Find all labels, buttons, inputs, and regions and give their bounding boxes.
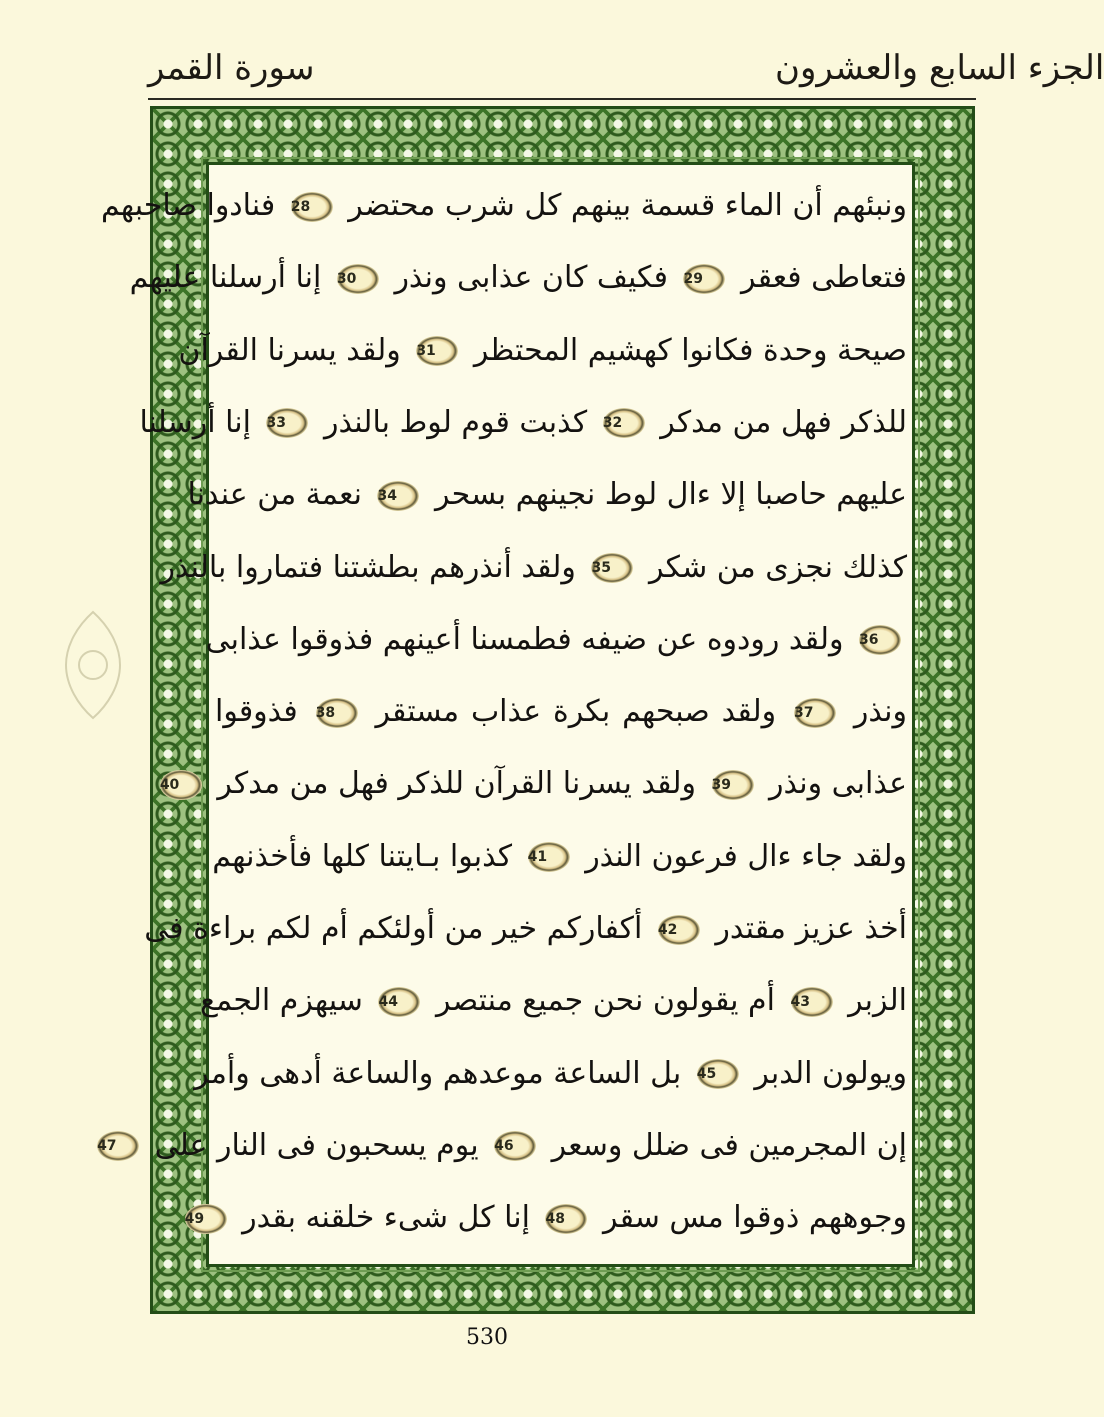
verse-text: سيهزم الجمع xyxy=(200,983,363,1019)
verse-text: ولقد جاء ءال فرعون النذر xyxy=(585,838,907,874)
text-line xyxy=(187,459,907,531)
ayah-number-marker: 46 xyxy=(494,1131,536,1161)
text-line xyxy=(184,1182,907,1254)
ayah-number-marker: 43 xyxy=(791,987,833,1017)
verse-text: الزبر xyxy=(848,983,907,1019)
ayah-number-marker: 48 xyxy=(545,1204,587,1234)
text-line xyxy=(200,965,907,1037)
verse-text: نعمة من عندنا xyxy=(187,477,362,513)
verse-text: صيحة وحدة فكانوا كهشيم المحتظر xyxy=(473,332,907,368)
verse-text: كذبت قوم لوط بالنذر xyxy=(324,404,588,440)
verse-text: كذلك نجزى من شكر xyxy=(649,549,907,585)
verse-text: ولقد صبحهم بكرة عذاب مستقر xyxy=(375,694,777,730)
verse-text: ويولون الدبر xyxy=(754,1055,907,1091)
verse-text: فذوقوا xyxy=(215,694,298,730)
text-line xyxy=(205,604,907,676)
text-line xyxy=(129,242,907,314)
verse-text: يوم يسحبون فى النار على xyxy=(154,1127,479,1163)
ayah-number-marker: 39 xyxy=(712,770,754,800)
verse-text: فنادوا صاحبهم xyxy=(100,188,276,223)
quran-text xyxy=(97,170,907,1260)
ayah-number-marker: 45 xyxy=(697,1059,739,1089)
ayah-number-marker: 47 xyxy=(97,1131,139,1161)
ayah-number-marker: 28 xyxy=(291,192,333,222)
text-line xyxy=(159,748,907,820)
page-number: 530 xyxy=(466,1325,508,1350)
text-line xyxy=(139,387,907,459)
margin-medallion-icon xyxy=(58,610,128,720)
verse-text: فتعاطى فعقر xyxy=(741,260,907,296)
verse-text: أخذ عزيز مقتدر xyxy=(715,911,907,946)
ayah-number-marker: 37 xyxy=(794,698,836,728)
verse-text: إن المجرمين فى ضلل وسعر xyxy=(551,1127,907,1163)
verse-text: أكفاركم خير من أولئكم أم لكم براءة فى xyxy=(144,911,643,946)
juz-header: الجزء السابع والعشرون xyxy=(775,48,1104,88)
verse-text: عذابى ونذر xyxy=(769,766,907,802)
verse-text: للذكر فهل من مدكر xyxy=(660,404,907,440)
verse-text: ولقد يسرنا القرآن للذكر فهل من مدكر xyxy=(217,766,696,802)
text-line xyxy=(100,170,907,242)
ayah-number-marker: 35 xyxy=(591,553,633,583)
verse-text: عليهم حاصبا إلا ءال لوط نجينهم بسحر xyxy=(435,477,907,513)
verse-text: كذبوا بـايتنا كلها فأخذنهم xyxy=(212,838,513,874)
ayah-number-marker: 29 xyxy=(683,264,725,294)
ayah-number-marker: 42 xyxy=(658,915,700,945)
verse-text: إنا كل شىء خلقنه بقدر xyxy=(242,1200,530,1236)
ayah-number-marker: 32 xyxy=(603,408,645,438)
verse-text: إنا أرسلنا xyxy=(139,404,251,440)
verse-text: بل الساعة موعدهم والساعة أدهى وأمر xyxy=(194,1055,682,1091)
verse-text: إنا أرسلنا عليهم xyxy=(129,260,322,296)
text-line xyxy=(194,1038,907,1110)
ayah-number-marker: 34 xyxy=(377,481,419,511)
ayah-number-marker: 30 xyxy=(337,264,379,294)
ayah-number-marker: 38 xyxy=(316,698,358,728)
ayah-number-marker: 44 xyxy=(378,987,420,1017)
ayah-number-marker: 41 xyxy=(528,842,570,872)
ayah-number-marker: 36 xyxy=(859,625,901,655)
verse-text: ولقد رودوه عن ضيفه فطمسنا أعينهم فذوقوا عذابى xyxy=(205,621,844,657)
verse-text: فكيف كان عذابى ونذر xyxy=(394,260,668,296)
text-line xyxy=(97,1110,907,1182)
verse-text: ونذر xyxy=(853,694,907,730)
text-line xyxy=(178,315,907,387)
verse-text: أم يقولون نحن جميع منتصر xyxy=(436,983,775,1019)
text-line xyxy=(144,893,907,965)
verse-text: ولقد يسرنا القرآن xyxy=(178,332,401,368)
verse-text: وجوههم ذوقوا مس سقر xyxy=(603,1200,907,1236)
text-line xyxy=(160,532,907,604)
text-line xyxy=(215,676,907,748)
verse-text: ولقد أنذرهم بطشتنا فتماروا بالنذر xyxy=(160,549,576,585)
header-rule xyxy=(148,98,976,100)
text-line xyxy=(212,821,907,893)
ayah-number-marker: 40 xyxy=(160,770,202,800)
ayah-number-marker: 31 xyxy=(416,336,458,366)
ayah-number-marker: 49 xyxy=(185,1204,227,1234)
surah-header: سورة القمر xyxy=(148,48,315,88)
ayah-number-marker: 33 xyxy=(266,408,308,438)
verse-text: ونبئهم أن الماء قسمة بينهم كل شرب محتضر xyxy=(348,188,907,223)
